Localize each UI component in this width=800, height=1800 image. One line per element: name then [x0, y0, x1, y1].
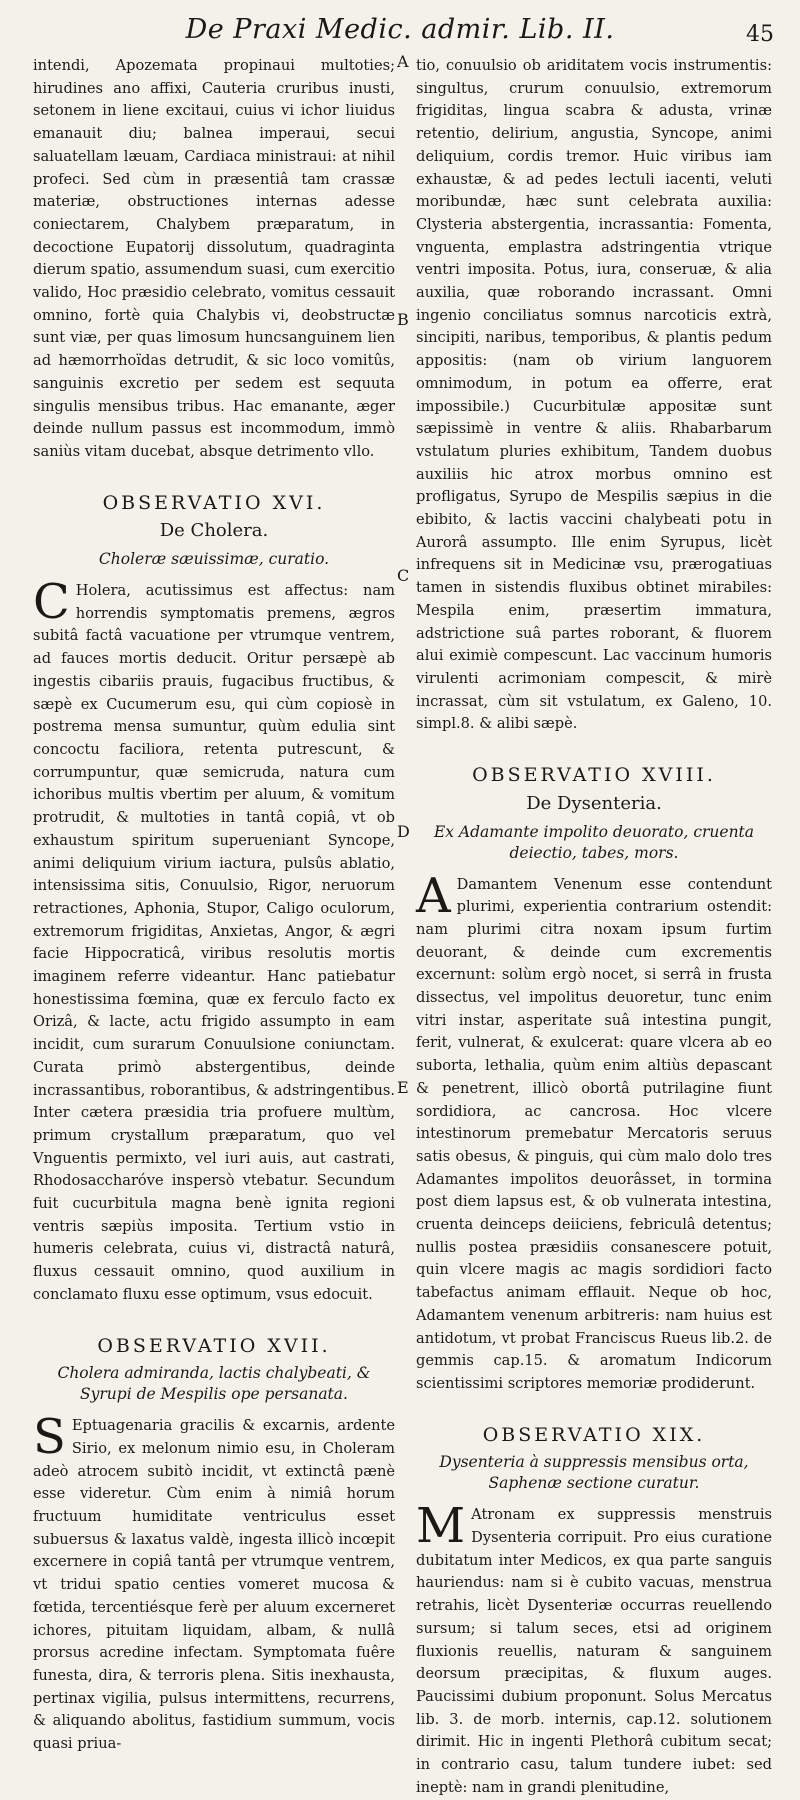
observation-body — [416, 1498, 772, 1799]
observation-heading: OBSERVATIO XVII. — [97, 1334, 331, 1357]
observation-text: Eptuagenaria gracilis & excarnis, ardente Sirio, ex melonum nimio esu, in Choleram adeò atrocem subitò incidit, vt extinctâ pænè esse videretur. Cùm enim à nimiâ horum fructuum humiditate ventriculus esset subuersus & laxatus valdè, ingesta illicò incœpit excernere in copiâ tantâ per vtrumque ventrem, vt tridui spatio centies vomeret mucosa & fœtida, tercentiésque ferè per aluum excerneret ichores, pituitam liquidam, albam, & nullâ prorsus acredine infectam. Symptomata fuêre funesta, dira, & terroris plena. Sitis inexhausta, pertinax vigilia, pulsus intermittens, recurrens, & aliquando abolitus, fastidium summum, vocis quasi priua- — [33, 1417, 395, 1753]
observation-subtitle: Choleræ sæuissimæ, curatio. — [98, 550, 330, 569]
observation-body — [416, 867, 772, 1396]
observation-subtitle: Cholera admiranda, lactis chalybeati, & Syrupi de Mespilis ope persanata. — [57, 1364, 371, 1404]
drop-cap: M — [416, 1498, 466, 1555]
margin-letter-a: A — [397, 52, 409, 71]
observation-heading: OBSERVATIO XVI. — [102, 491, 326, 514]
drop-cap: A — [416, 867, 451, 924]
observation-subtitle: Dysenteria à suppressis mensibus orta, Saphenæ sectione curatur. — [439, 1453, 749, 1493]
observation-title: De Dysenteria. — [526, 792, 662, 814]
observation-text: Holera, acutissimus est affectus: nam horrendis symptomatis premens, ægros subitâ factâ vacuatione per vtrumque ventrem, ad fauces mortis deducit. Oritur persæpè ab ingestis cibariis prauis, fugacibus fructibus, & sæpè ex Cucumerum esu, qui cùm copiosè in postrema mensa sumuntur, quùm edulia sint concoctu faciliora, retenta putrescunt, & corrumpuntur, quæ semicruda, natura cum ichoribus multis vbertim per aluum, & vomitum protrudit, & multoties in tantâ copiâ, vt ob exhaustum spiritum superueniant Syncope, animi deliquium virium iactura, pulsûs ablatio, intensissima sitis, Conuulsio, Rigor, neruorum retractiones, Aphonia, Stupor, Caligo oculorum, extremorum frigiditas, Anxietas, Angor, & ægri facie Hippocraticâ, viribus resolutis mortis imaginem referre videantur. Hanc patiebatur honestissima fœmina, quæ ex ferculo facto ex Orizâ, & lacte, actu frigido assumpto in eam incidit, cum surarum Conuulsione coniunctam. Curata primò abstergentibus, deinde incrassantibus, roborantibus, & adstringentibus. Inter cætera præsidia tria profuere multùm, primum crystallum præparatum, quo vel Vnguentis permixto, vel iuri auis, aut castrati, Rhodosaccharóve inspersò vtebatur. Secundum fuit cucurbitula magna benè ignita regioni ventris sæpiùs imposita. Tertium vstio in humeris celebrata, cuius vi, distractâ naturâ, fluxus cessauit omnino, quod auxilium in conclamato fluxu esse optimum, vsus edocuit. — [33, 582, 395, 1303]
running-title: De Praxi Medic. admir. Lib. II. — [185, 14, 615, 45]
observation-text: Atronam ex suppressis menstruis Dysenteria corripuit. Pro eius curatione dubitatum inter Medicos, ex qua parte sanguis hauriendus: nam si è cubito vacuas, menstrua retrahis, licèt Dysenteriæ occurras reuellendo sursum; si talum seces, etsi ad originem fluxionis reuellis, naturam & sanguinem deorsum præcipitas, & fluxum auges. Paucissimi dubium proponunt. Solus Mercatus lib. 3. de morb. internis, cap.12. solutionem dirimit. Hic in ingenti Plethorâ cubitum secat; in contrario casu, talum tundere iubet: sed ineptè: nam in grandi plenitudine, — [416, 1506, 772, 1796]
continued-paragraph: tio, conuulsio ob ariditatem vocis instrumentis: singultus, crurum conuulsio, extremorum frigiditas, lingua scabra & adusta, vrinæ retentio, delirium, angustia, Syncope, animi deliquium, cordis tremor. Huic viribus iam exhaustæ, & ad pedes lectuli iacenti, veluti moribundæ, hæc sunt celebrata auxilia: Clysteria abstergentia, incrassantia: Fomenta, vnguenta, emplastra adstringentia vtrique ventri imposita. Potus, iura, conseruæ, & alia auxilia, quæ roborando incrassant. Omni ingenio conciliatus somnus narcoticis extrà, sincipiti, naribus, temporibus, & plantis pedum appositis: (nam ob virium languorem omnimodum, in potum ea offerre, erat impossibile.) Cucurbitulæ appositæ sunt sæpissimè in ventre & aliis. Rhabarbarum vstulatum pluries exhibitum, Tandem duobus auxiliis hic atrox morbus omnino est profligatus, Syrupo de Mespilis sæpius in die ebibito, & lactis vaccini chalybeati potu in Aurorâ assumpto. Ille enim Syrupus, licèt infrequens sit in Medicinæ vsu, prærogatiuas tamen in sistendis fluxibus obtinet mirabiles: Mespila enim, præsertim immatura, adstrictione suâ partes roborant, & fluorem alui eximiè compescunt. Lac vaccinum humoris virulenti acrimoniam compescit, & mirè incrassat, cùm sit vstulatum, ex Galeno, 10. simpl.8. & alibi sæpè. — [416, 57, 772, 733]
drop-cap: C — [33, 574, 70, 631]
page-number: 45 — [746, 22, 774, 47]
margin-letter-e: E — [397, 1078, 409, 1097]
observation-body — [33, 574, 395, 1307]
observation-heading: OBSERVATIO XIX. — [482, 1423, 706, 1446]
margin-letter-c: C — [397, 566, 410, 585]
margin-letter-d: D — [397, 822, 410, 841]
observation-title: De Cholera. — [159, 520, 269, 542]
observation-heading: OBSERVATIO XVIII. — [472, 764, 716, 787]
left-column — [33, 55, 395, 1756]
observation-body — [33, 1409, 395, 1756]
right-column — [416, 55, 772, 1800]
observation-text: Damantem Venenum esse contendunt plurimi, experientia contrarium ostendit: nam plurimi citra noxam ipsum furtim deuorant, & deinde cum excrementis excernunt: solùm ergò nocet, si serrâ in frusta dissectus, vel impolitus deuoretur, tunc enim vitri instar, asperitate suâ intestina pungit, ferit, vulnerat, & exulcerat: quare vlcera ab eo suborta, lethalia, quùm enim altiùs depascant & penetrent, illicò obortâ putrilagine fiunt sordidiora, ac cancrosa. Hoc vlcere intestinorum premebatur Mercatoris seruus satis obesus, & pinguis, qui cùm malo dolo tres Adamantes impolitos deuorâsset, in tormina post diem lapsus est, & ob vulnerata intestina, cruenta deinceps deiiciens, febriculâ detentus; nullis postea præsidiis consanescere potuit, quin vlcere magis ac magis sordidiori facto tabefactus animam efflauit. Neque ob hoc, Adamantem venenum arbitreris: nam huius est antidotum, vt probat Franciscus Rueus lib.2. de gemmis cap.15. & aromatum Indicorum scientissimi scriptores memoriæ prodiderunt. — [416, 875, 772, 1392]
margin-letters — [397, 0, 415, 1411]
observation-subtitle: Ex Adamante impolito deuorato, cruenta deiectio, tabes, mors. — [433, 822, 755, 862]
drop-cap: S — [33, 1409, 66, 1466]
margin-letter-b: B — [397, 310, 409, 329]
continued-paragraph: intendi, Apozemata propinaui multoties; hirudines ano affixi, Cauteria cruribus inusti, setonem in liene excitaui, cuius vi ichor liuidus emanauit diu; balnea imperaui, secui saluatellam læuam, Cardiaca ministraui: at nihil profeci. Sed cùm in præsentiâ tam crassæ materiæ, obstructiones internas adesse coniectarem, Chalybem præparatum, in decoctione Eupatorij dissolutum, quadraginta dierum spatio, assumendum suasi, cum exercitio valido, Hoc præsidio celebrato, vomitus cessauit omnino, fortè quia Chalybis vi, deobstructæ sunt viæ, per quas limosum huncsanguinem lien ad hæmorrhoïdas detrudit, & sic loco vomitûs, sanguinis excretio per sedem est sequuta singulis mensibus tribus. Hac emanante, æger deinde nullum passus est incommodum, immò saniùs vitam ducebat, absque detrimento vllo. — [33, 57, 395, 460]
